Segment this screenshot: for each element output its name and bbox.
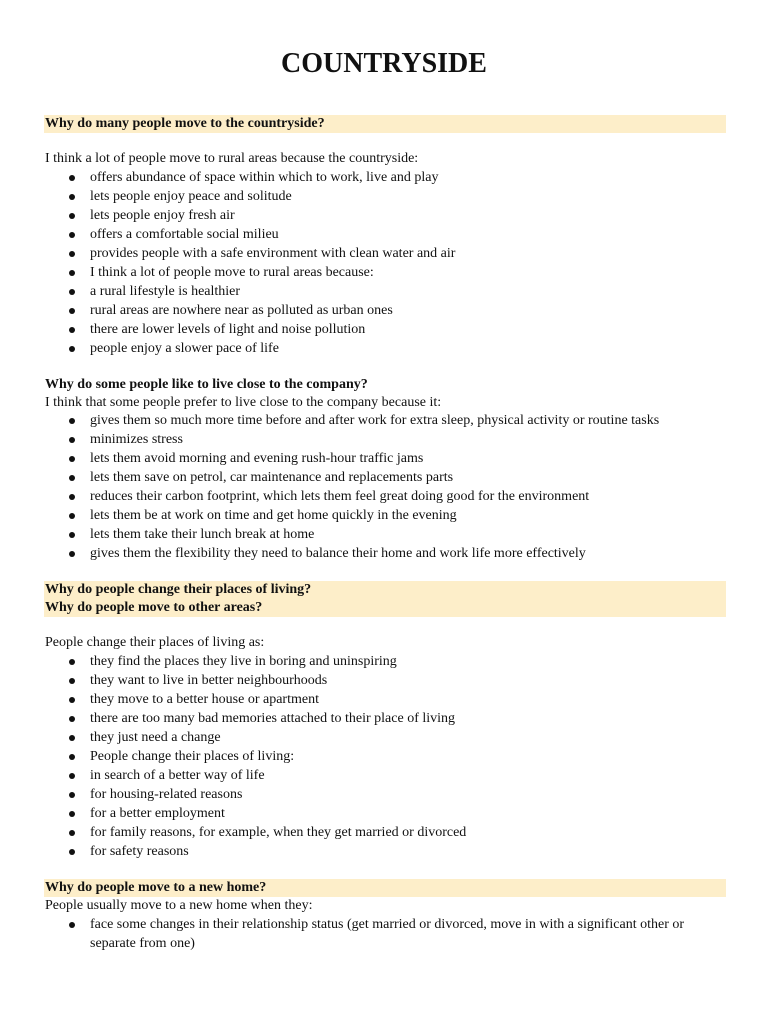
list-item: in search of a better way of life: [0, 766, 730, 785]
list-item: People change their places of living:: [0, 747, 730, 766]
section-intro: I think that some people prefer to live close to the company because it:: [45, 395, 442, 410]
section-question-company: Why do some people like to live close to the company?: [45, 377, 368, 392]
list-item: gives them the flexibility they need to balance their home and work life more effectively: [0, 544, 730, 563]
list-item: offers abundance of space within which to work, live and play: [0, 168, 730, 187]
list-item: provides people with a safe environment with clean water and air: [0, 244, 730, 263]
list-item: they find the places they live in boring and uninspiring: [0, 652, 730, 671]
list-item: rural areas are nowhere near as polluted as urban ones: [0, 301, 730, 320]
section-question-countryside: Why do many people move to the countryside?: [44, 115, 726, 133]
list-item: lets them avoid morning and evening rush-hour traffic jams: [0, 449, 730, 468]
list-item: face some changes in their relationship status (get married or divorced, move in with a significant other or separate from one): [0, 915, 730, 953]
bullet-list-countryside: [0, 168, 730, 358]
page-title: COUNTRYSIDE: [281, 48, 487, 79]
bullet-list-new-home: [0, 915, 730, 953]
list-item: lets them save on petrol, car maintenance and replacements parts: [0, 468, 730, 487]
list-item: I think a lot of people move to rural areas because:: [0, 263, 730, 282]
list-item: people enjoy a slower pace of life: [0, 339, 730, 358]
list-item: they want to live in better neighbourhoods: [0, 671, 730, 690]
list-item: there are lower levels of light and noise pollution: [0, 320, 730, 339]
list-item: minimizes stress: [0, 430, 730, 449]
list-item: for safety reasons: [0, 842, 730, 861]
section-intro: People usually move to a new home when they:: [45, 898, 313, 913]
list-item: gives them so much more time before and after work for extra sleep, physical activity or routine tasks: [0, 411, 730, 430]
list-item: lets them be at work on time and get home quickly in the evening: [0, 506, 730, 525]
list-item: they move to a better house or apartment: [0, 690, 730, 709]
section-question-areas: Why do people move to other areas?: [44, 599, 726, 617]
list-item: for housing-related reasons: [0, 785, 730, 804]
list-item: lets them take their lunch break at home: [0, 525, 730, 544]
list-item: they just need a change: [0, 728, 730, 747]
list-item: lets people enjoy fresh air: [0, 206, 730, 225]
list-item: for family reasons, for example, when they get married or divorced: [0, 823, 730, 842]
list-item: offers a comfortable social milieu: [0, 225, 730, 244]
section-question-places: Why do people change their places of living?: [44, 581, 726, 599]
bullet-list-company: [0, 411, 730, 563]
section-intro: I think a lot of people move to rural areas because the countryside:: [45, 151, 419, 166]
bullet-list-places: [0, 652, 730, 861]
list-item: reduces their carbon footprint, which lets them feel great doing good for the environment: [0, 487, 730, 506]
list-item: for a better employment: [0, 804, 730, 823]
list-item: lets people enjoy peace and solitude: [0, 187, 730, 206]
section-intro: People change their places of living as:: [45, 635, 265, 650]
list-item: a rural lifestyle is healthier: [0, 282, 730, 301]
list-item: there are too many bad memories attached to their place of living: [0, 709, 730, 728]
section-question-new-home: Why do people move to a new home?: [44, 879, 726, 897]
